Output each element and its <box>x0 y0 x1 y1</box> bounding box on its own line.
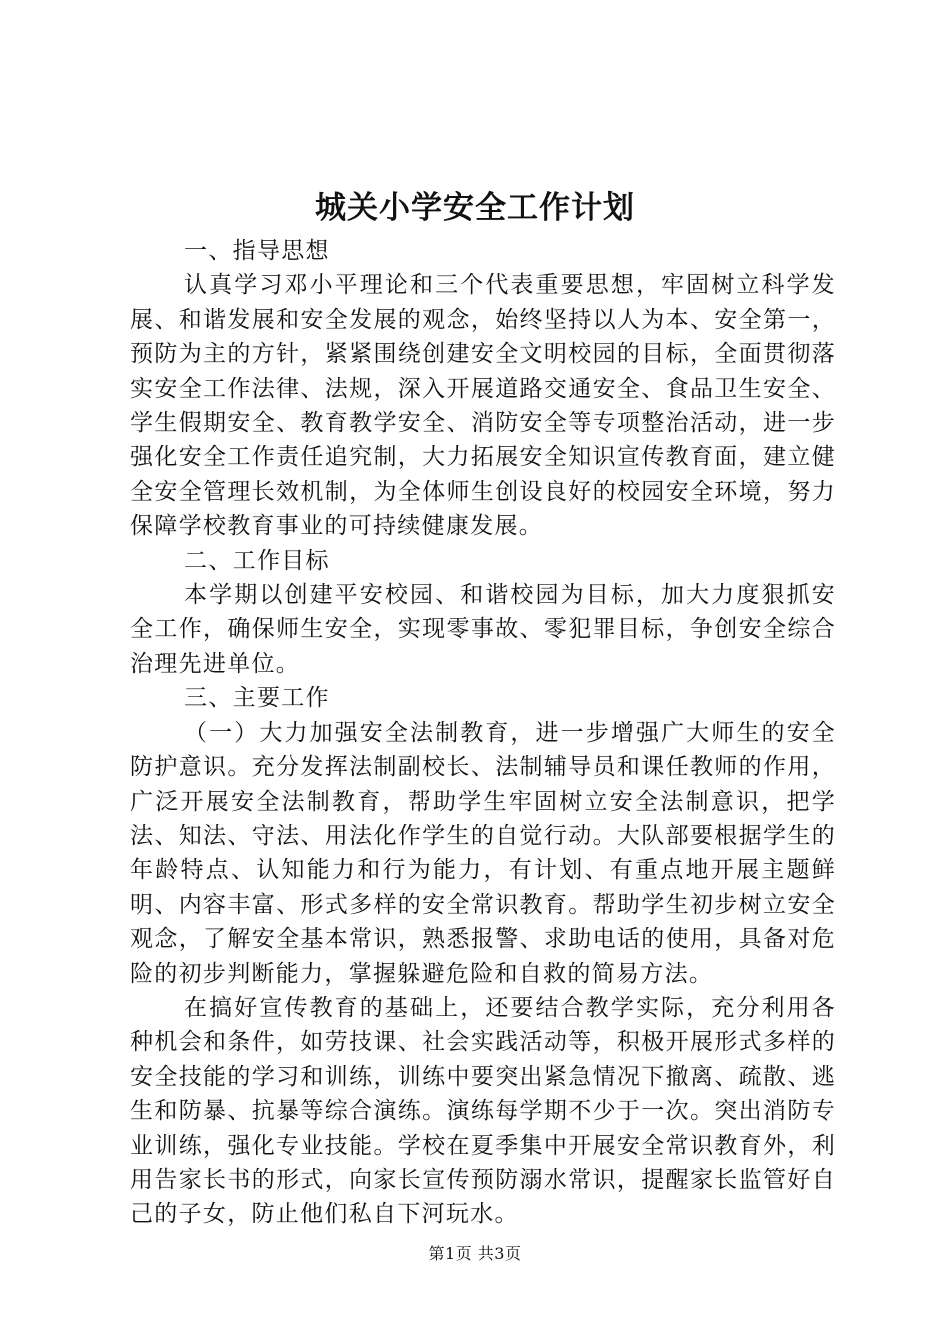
document-body <box>130 234 836 1232</box>
document-title: 城关小学安全工作计划 <box>315 190 635 226</box>
paragraph-main-work-1: （一）大力加强安全法制教育，进一步增强广大师生的安全防护意识。充分发挥法制副校长、法制辅导员和课任教师的作用，广泛开展安全法制教育，帮助学生牢固树立安全法制意识，把学法、知法、守法、用法化作学生的自觉行动。大队部要根据学生的年龄特点、认知能力和行为能力，有计划、有重点地开展主题鲜明、内容丰富、形式多样的安全常识教育。帮助学生初步树立安全观念，了解安全基本常识，熟悉报警、求助电话的使用，具备对危险的初步判断能力，掌握躲避危险和自救的简易方法。 <box>130 719 836 987</box>
page-number-footer: 第1页 共3页 <box>428 1244 522 1263</box>
section-heading-main-work: 三、主要工作 <box>184 685 330 712</box>
section-heading-guiding-ideology: 一、指导思想 <box>184 238 330 264</box>
paragraph-main-work-2: 在搞好宣传教育的基础上，还要结合教学实际，充分利用各种机会和条件，如劳技课、社会实践活动等，积极开展形式多样的安全技能的学习和训练，训练中要突出紧急情况下撤离、疏散、逃生和防暴、抗暴等综合演练。演练每学期不少于一次。突出消防专业训练，强化专业技能。学校在夏季集中开展安全常识教育外，利用告家长书的形式，向家长宣传预防溺水常识，提醒家长监管好自己的子女，防止他们私自下河玩水。 <box>130 994 836 1228</box>
paragraph-work-goals: 本学期以创建平安校园、和谐校园为目标，加大力度狠抓安全工作，确保师生安全，实现零事故、零犯罪目标，争创安全综合治理先进单位。 <box>130 582 836 677</box>
section-heading-work-goals: 二、工作目标 <box>184 547 330 574</box>
paragraph-guiding-ideology: 认真学习邓小平理论和三个代表重要思想，牢固树立科学发展、和谐发展和安全发展的观念，始终坚持以人为本、安全第一，预防为主的方针，紧紧围绕创建安全文明校园的目标，全面贯彻落实安全工作法律、法规，深入开展道路交通安全、食品卫生安全、学生假期安全、教育教学安全、消防安全等专项整治活动，进一步强化安全工作责任追究制，大力拓展安全知识宣传教育面，建立健全安全管理长效机制，为全体师生创设良好的校园安全环境，努力保障学校教育事业的可持续健康发展。 <box>130 272 836 540</box>
